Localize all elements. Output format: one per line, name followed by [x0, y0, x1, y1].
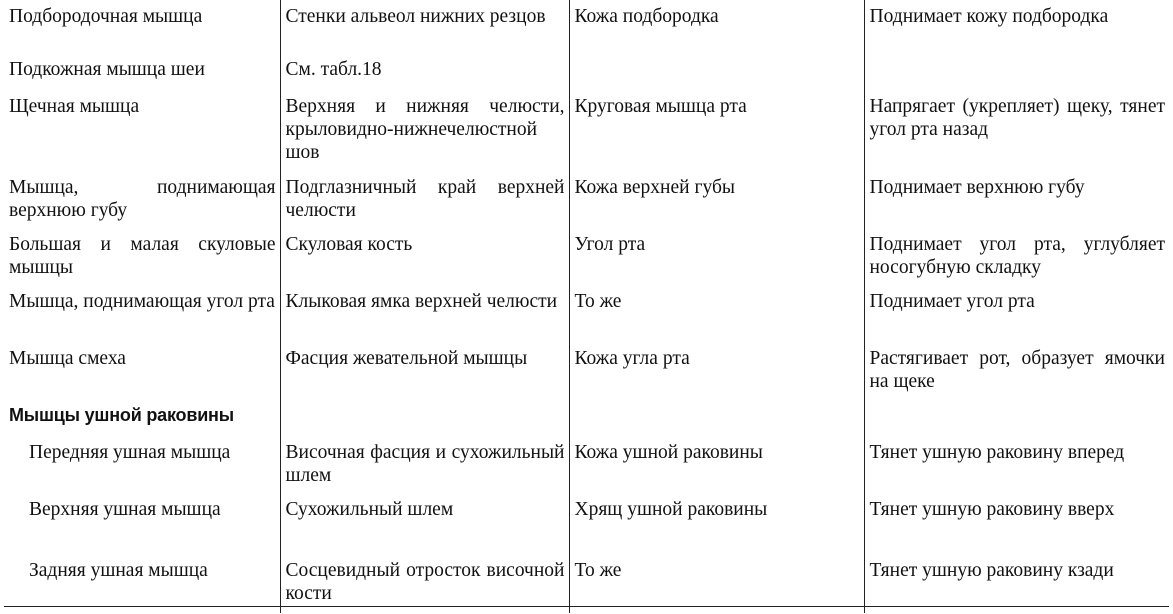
origin-cell: Сосцевидный отросток височной кости — [280, 554, 569, 613]
muscle-name-cell: Передняя ушная мышца — [29, 442, 231, 463]
function-cell: Поднимает верхнюю губу — [864, 171, 1169, 228]
muscle-name-cell: Подбородочная мышца — [9, 6, 203, 27]
muscle-name-cell: Верхняя ушная мышца — [29, 499, 221, 520]
table-row — [4, 228, 1169, 285]
muscle-name-cell: Мышца, поднимающая верхнюю губу — [9, 177, 276, 221]
insertion-cell: Кожа верхней губы — [569, 171, 864, 228]
insertion-cell: То же — [569, 554, 864, 613]
origin-cell: Сухожильный шлем — [280, 493, 569, 554]
insertion-cell: Хрящ ушной раковины — [569, 493, 864, 554]
origin-cell: Подглазничный край верхней челюсти — [280, 171, 569, 228]
table-row — [4, 285, 1169, 342]
origin-cell: Височная фасция и сухожильный шлем — [280, 436, 569, 493]
empty-cell — [864, 399, 1169, 436]
muscle-name-cell: Большая и малая скуловые мышцы — [9, 234, 276, 278]
table-row — [4, 0, 1169, 53]
table-row — [4, 90, 1169, 171]
insertion-cell: Круговая мышца рта — [569, 90, 864, 171]
table-row — [4, 53, 1169, 90]
function-cell: Напрягает (укрепляет) щеку, тянет угол рта назад — [864, 90, 1169, 171]
insertion-cell: Угол рта — [569, 228, 864, 285]
muscle-table — [4, 0, 1169, 613]
table-row — [4, 342, 1169, 399]
insertion-cell: Кожа угла рта — [569, 342, 864, 399]
muscle-name-cell: Щечная мышца — [9, 96, 140, 117]
table-bottom-rule — [4, 606, 1169, 607]
function-cell: Тянет ушную раковину вверх — [864, 493, 1169, 554]
muscle-name-cell: Мышца, поднимающая угол рта — [9, 291, 275, 312]
table-row — [4, 554, 1169, 613]
function-cell: Поднимает кожу подбородка — [864, 0, 1169, 53]
group-heading-row — [4, 399, 1169, 436]
origin-cell: Скуловая кость — [280, 228, 569, 285]
muscle-name-cell: Подкожная мышца шеи — [9, 59, 205, 80]
origin-cell: Клыковая ямка верхней челюсти — [280, 285, 569, 342]
function-cell — [864, 53, 1169, 90]
table-row — [4, 493, 1169, 554]
table-row — [4, 436, 1169, 493]
muscle-name-cell: Задняя ушная мышца — [29, 560, 208, 581]
muscle-name-cell: Мышца смеха — [9, 348, 126, 369]
function-cell: Растягивает рот, образует ямочки на щеке — [864, 342, 1169, 399]
table-row — [4, 171, 1169, 228]
origin-cell: Стенки альвеол нижних резцов — [280, 0, 569, 53]
function-cell: Поднимает угол рта, углубляет носогубную складку — [864, 228, 1169, 285]
empty-cell — [569, 399, 864, 436]
function-cell: Тянет ушную раковину вперед — [864, 436, 1169, 493]
insertion-cell — [569, 53, 864, 90]
insertion-cell: То же — [569, 285, 864, 342]
empty-cell — [280, 399, 569, 436]
insertion-cell: Кожа подбородка — [569, 0, 864, 53]
function-cell: Поднимает угол рта — [864, 285, 1169, 342]
origin-cell: Верхняя и нижняя челюсти, крыловидно-нижнечелюстной шов — [280, 90, 569, 171]
origin-cell: См. табл.18 — [280, 53, 569, 90]
insertion-cell: Кожа ушной раковины — [569, 436, 864, 493]
function-cell: Тянет ушную раковину кзади — [864, 554, 1169, 613]
origin-cell: Фасция жевательной мышцы — [280, 342, 569, 399]
group-heading: Мышцы ушной раковины — [9, 405, 234, 425]
